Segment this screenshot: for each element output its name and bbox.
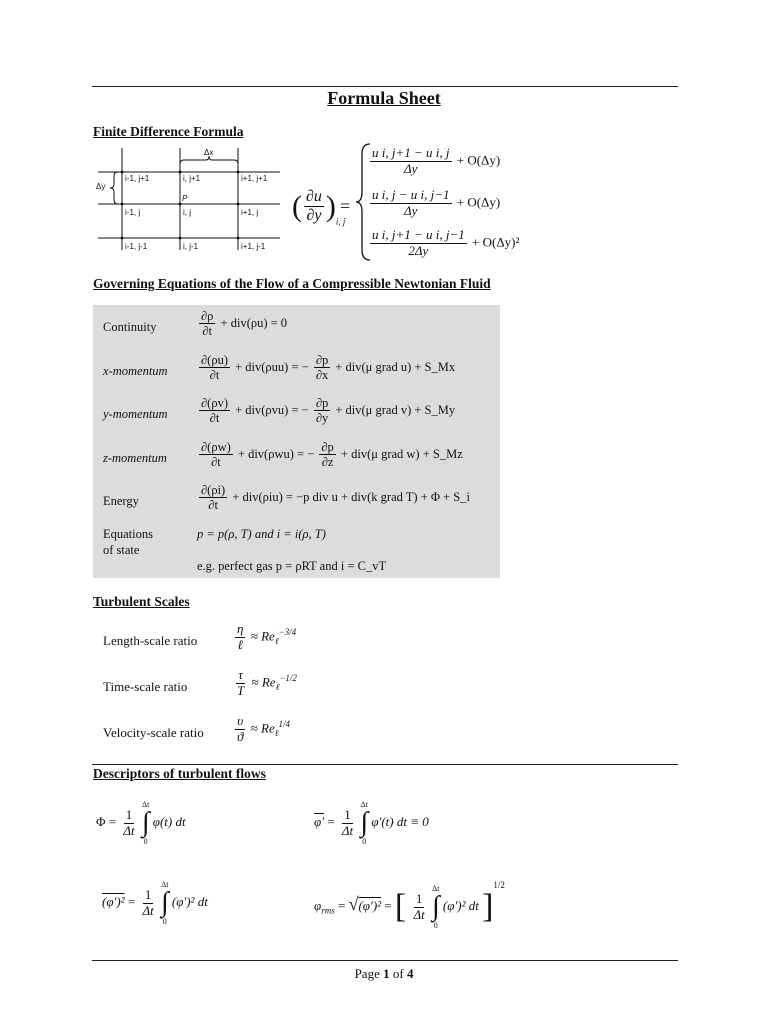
scale-eq bbox=[233, 668, 297, 699]
page-num: 1 bbox=[383, 966, 390, 981]
fd-case1-num: u i, j+1 − u i, j bbox=[372, 145, 450, 160]
gov-label: Continuity bbox=[103, 320, 157, 334]
page-total: 4 bbox=[406, 966, 414, 981]
gov-mid: + div(ρuu) = − bbox=[235, 359, 309, 374]
gov-num2: ∂p bbox=[315, 396, 329, 410]
descriptor-variance: (φ′)² = $\frac{1}{\Delta t}$ Δt ∫ 0 (φ′)² dt bbox=[102, 880, 208, 926]
gov-num: ∂ρ bbox=[201, 309, 214, 323]
frac-one: 1 bbox=[125, 806, 133, 822]
grid-cell: i+1, j+1 bbox=[241, 174, 268, 183]
fd-case1-err: + O(Δy) bbox=[456, 152, 501, 168]
integral-icon: ∫ bbox=[141, 807, 150, 838]
int-upper: Δt bbox=[432, 884, 440, 894]
gov-num: ∂(ρw) bbox=[201, 440, 231, 454]
d3-body: (φ′)² dt bbox=[171, 893, 208, 909]
gov-label: y-momentum bbox=[103, 407, 168, 421]
heading-descriptors: Descriptors of turbulent flows bbox=[93, 766, 266, 781]
int-lower: 0 bbox=[362, 837, 367, 846]
gov-eq bbox=[197, 353, 455, 383]
scale-label: Velocity-scale ratio bbox=[103, 725, 204, 740]
grid-p-label: P bbox=[182, 194, 188, 203]
gov-num: ∂(ρi) bbox=[201, 483, 226, 497]
bracket-open-icon: [ bbox=[394, 888, 407, 926]
scale-rhs: ≈ Re bbox=[250, 720, 275, 736]
gov-state-label-2: of state bbox=[103, 543, 140, 557]
gov-eq bbox=[197, 440, 463, 470]
gov-state-eg: e.g. perfect gas p = ρRT and i = C_vT bbox=[197, 559, 387, 573]
integral-icon: ∫ bbox=[360, 807, 369, 838]
gov-label: z-momentum bbox=[103, 451, 167, 465]
d4-body: (φ′)² dt bbox=[442, 898, 479, 913]
scale-num: η bbox=[237, 621, 244, 636]
scale-den: T bbox=[237, 682, 245, 698]
scale-den: ℓ bbox=[237, 636, 243, 652]
fd-case3-den: 2Δy bbox=[408, 242, 429, 258]
sqrt-icon: √ bbox=[348, 894, 359, 914]
gov-mid: + div(ρwu) = − bbox=[237, 446, 315, 461]
grid-dy-label: Δy bbox=[96, 182, 106, 191]
int-lower: 0 bbox=[143, 837, 148, 846]
d3-lhs: (φ′)² bbox=[102, 893, 125, 909]
frac-one: 1 bbox=[344, 806, 351, 822]
grid-cell: i, j bbox=[183, 208, 191, 217]
bracket-close-icon: ] bbox=[482, 888, 494, 926]
gov-label: x-momentum bbox=[103, 364, 168, 378]
gov-rest: + div(ρu) = 0 bbox=[220, 315, 288, 330]
grid-cell: i-1, j bbox=[125, 208, 141, 217]
integral-icon: ∫ bbox=[431, 891, 440, 923]
d1-lhs: Φ = bbox=[96, 813, 117, 829]
page-number bbox=[0, 966, 768, 982]
gov-rest: + div(μ grad v) + S_My bbox=[335, 402, 456, 417]
fd-case3 bbox=[368, 228, 519, 259]
top-rule bbox=[92, 86, 678, 87]
gov-den2: ∂x bbox=[315, 368, 329, 383]
scale-sub: ℓ bbox=[274, 636, 279, 647]
grid-cell: i+1, j-1 bbox=[241, 242, 266, 251]
scale-rhs: ≈ Re bbox=[251, 674, 276, 690]
scale-sub: ℓ bbox=[275, 682, 280, 693]
grid-cell: i, j+1 bbox=[183, 174, 201, 183]
grid-lines bbox=[96, 146, 286, 254]
gov-den: ∂t bbox=[209, 368, 220, 383]
gov-rest: + div(ρiu) = −p div u + div(k grad T) + Φ + S_i bbox=[232, 489, 470, 504]
gov-den: ∂t bbox=[211, 455, 221, 470]
gov-num2: ∂p bbox=[321, 440, 334, 454]
gov-den: ∂t bbox=[202, 324, 213, 339]
gov-state-eq: p = p(ρ, T) and i = i(ρ, T) bbox=[197, 527, 326, 541]
fd-case3-err: + O(Δy)² bbox=[472, 234, 520, 250]
heading-governing: Governing Equations of the Flow of a Compressible Newtonian Fluid bbox=[93, 276, 491, 291]
gov-num: ∂(ρu) bbox=[201, 353, 228, 367]
fd-case1-den: Δy bbox=[404, 160, 418, 176]
gov-num2: ∂p bbox=[315, 353, 329, 367]
governing-box bbox=[93, 305, 500, 578]
gov-state-label-1: Equations bbox=[103, 527, 153, 541]
page-title: Formula Sheet bbox=[327, 88, 441, 108]
page-word: Page bbox=[354, 966, 380, 981]
d4-lhs: φ bbox=[314, 898, 322, 913]
scale-rhs: ≈ Re bbox=[250, 628, 275, 644]
fd-case2-num: u i, j − u i, j−1 bbox=[372, 187, 450, 202]
fd-lhs: ( $\frac{\partial u}{\partial y}$ )$_{i, j}$ bbox=[292, 188, 346, 227]
int-lower: 0 bbox=[162, 917, 167, 926]
fd-equals: = bbox=[340, 196, 351, 216]
d4-sub: rms bbox=[321, 905, 335, 916]
gov-den: ∂t bbox=[208, 498, 218, 513]
frac-one: 1 bbox=[144, 886, 152, 902]
scale-eq bbox=[233, 622, 296, 653]
section-rule bbox=[92, 764, 678, 765]
fd-case2 bbox=[368, 188, 500, 219]
d2-body: φ′(t) dt ≡ 0 bbox=[371, 813, 429, 829]
d1-body: φ(t) dt bbox=[152, 813, 186, 829]
d4-mid: (φ′)² bbox=[358, 898, 382, 913]
scale-num: υ bbox=[237, 713, 244, 728]
int-lower: 0 bbox=[433, 921, 438, 931]
int-upper: Δt bbox=[360, 800, 368, 809]
grid-cell: i, j-1 bbox=[183, 242, 199, 251]
heading-finite-difference: Finite Difference Formula bbox=[93, 124, 244, 139]
scale-sub: ℓ bbox=[274, 728, 279, 739]
frac-dt: Δt bbox=[123, 822, 135, 838]
grid-dx-label: Δx bbox=[204, 148, 214, 157]
integral-icon: ∫ bbox=[160, 887, 169, 918]
frac-dt: Δt bbox=[142, 902, 154, 918]
footer-rule bbox=[92, 960, 678, 961]
gov-den2: ∂z bbox=[321, 455, 334, 470]
scale-label: Time-scale ratio bbox=[103, 679, 188, 694]
grid-cell: i-1, j-1 bbox=[125, 242, 148, 251]
scale-num: τ bbox=[238, 667, 243, 682]
fd-case3-num: u i, j+1 − u i, j−1 bbox=[372, 227, 465, 242]
gov-eq bbox=[197, 483, 470, 513]
fd-case2-den: Δy bbox=[404, 202, 418, 218]
descriptor-mean-fluct: φ′ = $\frac{1}{\Delta t}$ Δt ∫ 0 φ′(t) dt ≡ 0 bbox=[314, 800, 429, 846]
descriptor-rms: $\varphi_{rms} = √(\varphi')^2$ = [ $\frac{1}{\Delta t}$ Δt ∫ 0 (φ′)² dt ]$^{1/2}$ bbox=[314, 880, 505, 931]
scale-label: Length-scale ratio bbox=[103, 633, 198, 648]
gov-den2: ∂y bbox=[315, 411, 329, 426]
int-upper: Δt bbox=[141, 800, 150, 809]
scale-den: ϑ bbox=[237, 728, 244, 744]
frac-dt: Δt bbox=[341, 822, 354, 838]
gov-rest: + div(μ grad w) + S_Mz bbox=[340, 446, 463, 461]
d2-lhs: φ′ bbox=[314, 813, 325, 829]
grid-cell: i-1, j+1 bbox=[125, 174, 150, 183]
grid-diagram bbox=[96, 146, 286, 254]
gov-mid: + div(ρvu) = − bbox=[235, 402, 309, 417]
int-upper: Δt bbox=[161, 880, 169, 889]
heading-turbulent-scales: Turbulent Scales bbox=[93, 594, 190, 609]
fd-lhs-num: ∂u bbox=[304, 188, 324, 207]
fd-case1 bbox=[368, 146, 500, 177]
gov-den: ∂t bbox=[209, 411, 220, 426]
scale-sup: −3/4 bbox=[278, 627, 297, 638]
gov-num: ∂(ρv) bbox=[201, 396, 228, 410]
fd-lhs-den: ∂y bbox=[306, 207, 322, 225]
d4-pow: 1/2 bbox=[493, 880, 505, 890]
fd-lhs-sub: i, j bbox=[335, 216, 346, 227]
scale-sup: 1/4 bbox=[278, 719, 291, 730]
scale-sup: −1/2 bbox=[279, 673, 297, 684]
fd-case2-err: + O(Δy) bbox=[456, 194, 501, 210]
descriptor-mean bbox=[96, 800, 186, 846]
gov-eq bbox=[197, 309, 287, 339]
gov-label: Energy bbox=[103, 494, 139, 508]
of-word: of bbox=[392, 966, 404, 981]
frac-one: 1 bbox=[415, 890, 423, 906]
grid-cell: i+1, j bbox=[241, 208, 259, 217]
frac-dt: Δt bbox=[413, 906, 425, 922]
gov-eq bbox=[197, 396, 455, 426]
gov-rest: + div(μ grad u) + S_Mx bbox=[335, 359, 456, 374]
scale-eq bbox=[233, 714, 290, 745]
